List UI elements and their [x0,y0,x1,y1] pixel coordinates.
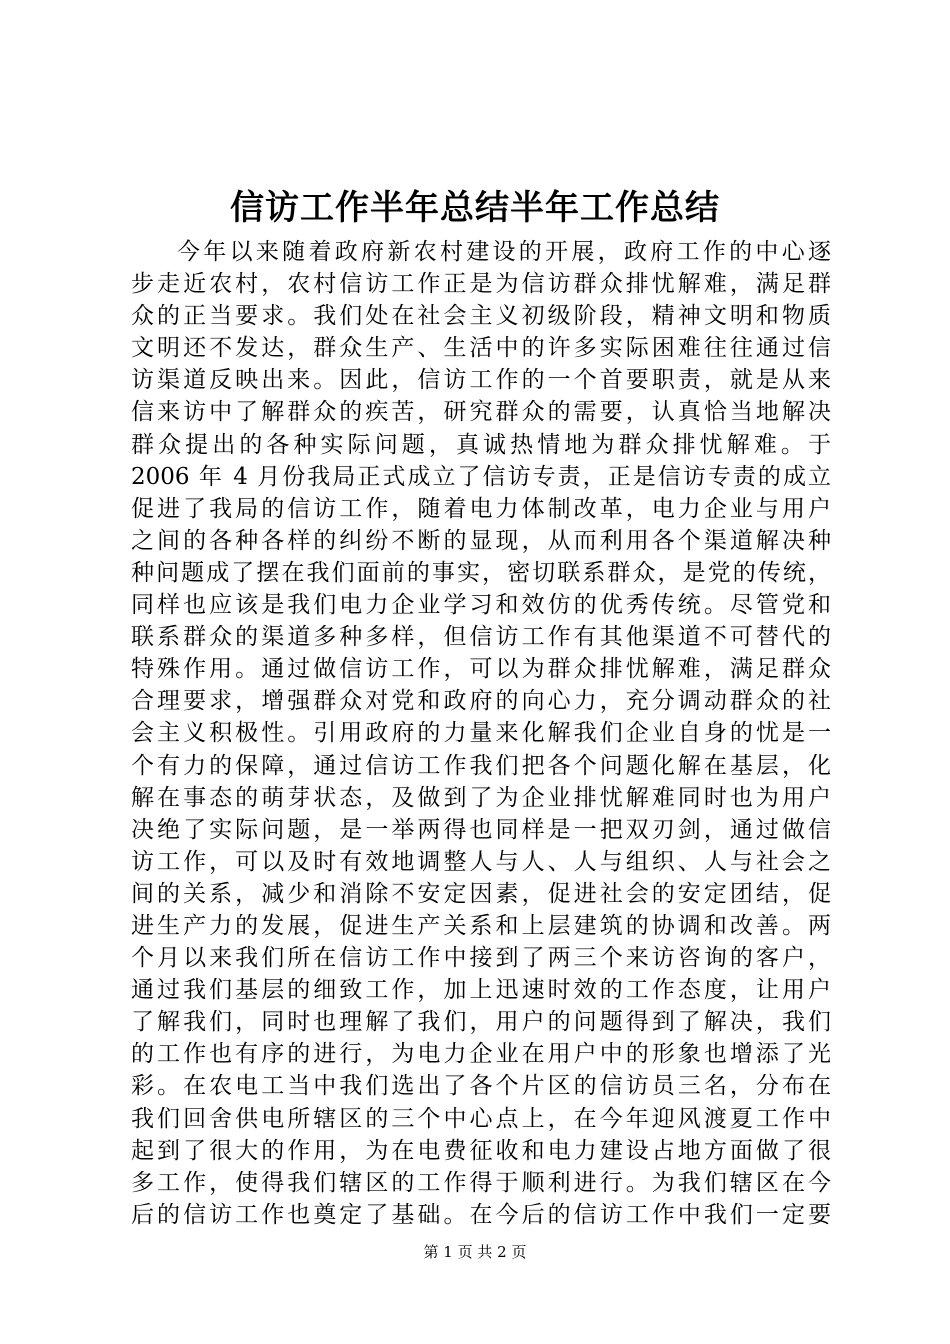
body-line: 联系群众的渠道多种多样，但信访工作有其他渠道不可替代的 [131,624,831,651]
body-line: 进生产力的发展，促进生产关系和上层建筑的协调和改善。两 [131,912,831,939]
page-footer: 第 1 页 共 2 页 [423,1243,527,1261]
body-line: 后的信访工作也奠定了基础。在今后的信访工作中我们一定要 [131,1201,831,1228]
body-line: 众的正当要求。我们处在社会主义初级阶段，精神文明和物质 [131,303,831,330]
body-line: 群众提出的各种实际问题，真诚热情地为群众排忧解难。于 [131,431,831,458]
document-body [131,236,831,1231]
body-line: 步走近农村，农村信访工作正是为信访群众排忧解难，满足群 [131,271,831,298]
document-title: 信访工作半年总结半年工作总结 [230,188,720,228]
body-line: 我们回舍供电所辖区的三个中心点上，在今年迎风渡夏工作中 [131,1105,831,1132]
body-line: 解在事态的萌芽状态，及做到了为企业排忧解难同时也为用户 [131,784,831,811]
body-line: 访工作，可以及时有效地调整人与人、人与组织、人与社会之 [131,848,831,875]
body-line: 会主义积极性。引用政府的力量来化解我们企业自身的忧是一 [131,720,831,747]
body-line: 2006 年 4 月份我局正式成立了信访专责，正是信访专责的成立 [131,463,831,490]
body-line: 彩。在农电工当中我们选出了各个片区的信访员三名，分布在 [131,1073,831,1100]
body-line: 文明还不发达，群众生产、生活中的许多实际困难往往通过信 [131,335,831,362]
body-line: 合理要求，增强群众对党和政府的向心力，充分调动群众的社 [131,688,831,715]
body-line: 多工作，使得我们辖区的工作得于顺利进行。为我们辖区在今 [131,1169,831,1196]
body-line: 的工作也有序的进行，为电力企业在用户中的形象也增添了光 [131,1041,831,1068]
body-line: 个月以来我们所在信访工作中接到了两三个来访咨询的客户， [131,945,831,972]
body-line: 了解我们，同时也理解了我们，用户的问题得到了解决，我们 [131,1009,831,1036]
body-line: 个有力的保障，通过信访工作我们把各个问题化解在基层，化 [131,752,831,779]
body-line: 间的关系，减少和消除不安定因素，促进社会的安定团结，促 [131,880,831,907]
body-line: 决绝了实际问题，是一举两得也同样是一把双刃剑，通过做信 [131,816,831,843]
body-line: 种问题成了摆在我们面前的事实，密切联系群众，是党的传统， [131,559,831,586]
body-line: 之间的各种各样的纠纷不断的显现，从而利用各个渠道解决种 [131,527,831,554]
body-line: 访渠道反映出来。因此，信访工作的一个首要职责，就是从来 [131,367,831,394]
body-line: 特殊作用。通过做信访工作，可以为群众排忧解难，满足群众 [131,656,831,683]
body-line: 促进了我局的信访工作，随着电力体制改革，电力企业与用户 [131,495,831,522]
body-line: 信来访中了解群众的疾苦，研究群众的需要，认真恰当地解决 [131,399,831,426]
body-line: 通过我们基层的细致工作，加上迅速时效的工作态度，让用户 [131,977,831,1004]
body-line: 起到了很大的作用，为在电费征收和电力建设占地方面做了很 [131,1137,831,1164]
body-line: 今年以来随着政府新农村建设的开展，政府工作的中心逐 [177,239,831,265]
body-line: 同样也应该是我们电力企业学习和效仿的优秀传统。尽管党和 [131,592,831,619]
